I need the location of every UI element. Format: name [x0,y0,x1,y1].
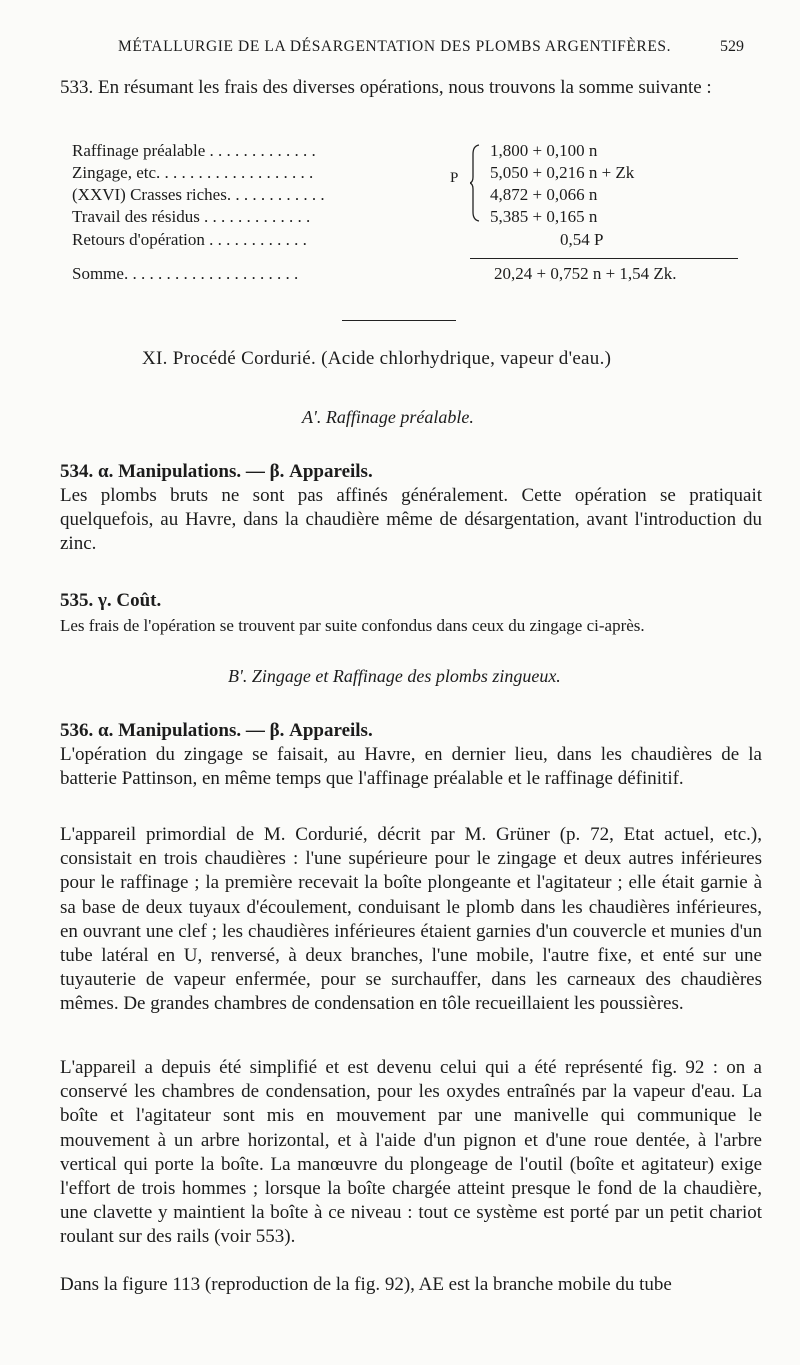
section-534-heading: 534. α. Manipulations. — β. Appareils. [60,461,373,482]
section-divider [342,320,456,321]
section-xi-title: XI. Procédé Cordurié. (Acide chlorhydrique, vapeur d'eau.) [142,348,612,369]
cost-row-value: 5,385 + 0,165 n [490,207,598,226]
cost-row-label: (XXVI) Crasses riches. . . . . . . . . . . . [72,185,325,204]
running-head: MÉTALLURGIE DE LA DÉSARGENTATION DES PLOMBS ARGENTIFÈRES. [118,38,672,55]
cost-row-label: Travail des résidus . . . . . . . . . . . . . [72,207,311,226]
section-536-heading: 536. α. Manipulations. — β. Appareils. [60,720,373,741]
section-536-para4: Dans la figure 113 (reproduction de la fig. 92), AE est la branche mobile du tube [60,1274,672,1295]
total-rule [470,258,738,259]
page-number: 529 [720,38,744,55]
cost-row-label: Raffinage préalable . . . . . . . . . . . . . [72,141,316,160]
cost-row-value: 0,54 P [560,230,604,249]
cost-row-value: 5,050 + 0,216 n + Zk [490,163,635,182]
section-533-intro: 533. En résumant les frais des diverses opérations, nous trouvons la somme suivante : [60,77,712,98]
cost-row-label: Retours d'opération . . . . . . . . . . . . [72,230,307,249]
subsection-a-title: A'. Raffinage préalable. [302,407,474,427]
section-536-para2: L'appareil primordial de M. Cordurié, décrit par M. Grüner (p. 72, Etat actuel, etc.), consistait en trois chaudières : l'une supérieure pour le zingage et deux autres inférieures pour le raffinage ; la première recevait la boîte plongeante et l'agitateur ; elle était garnie à sa base de deux tuyaux d'écoulement, conduisant le plomb dans les chaudières inférieures, en ouvrant une clef ; les chaudières inférieures étaient garnies d'un couvercle et munies d'un tube latéral en U, renversé, à deux branches, l'une mobile, l'autre fixe, et enté sur une tuyauterie de vapeur enfermée, pour se surchauffer, dans les carneaux des chaudières mêmes. De grandes chambres de condensation en tôle recueillaient les poussières. [60,824,762,1015]
subsection-b-title: B'. Zingage et Raffinage des plombs zingueux. [228,666,561,686]
brace-icon [470,144,480,222]
section-535-heading: 535. γ. Coût. [60,590,162,611]
section-534-text: Les plombs bruts ne sont pas affinés généralement. Cette opération se pratiquait quelquefois, au Havre, dans la chaudière même de désargentation, avant l'introduction du zinc. [60,485,762,555]
total-label: Somme. . . . . . . . . . . . . . . . . . . . . [72,264,299,283]
section-535-text: Les frais de l'opération se trouvent par suite confondus dans ceux du zingage ci-après. [60,616,645,635]
cost-row-value: 1,800 + 0,100 n [490,141,598,160]
cost-row-label: Zingage, etc. . . . . . . . . . . . . . . . . . . [72,163,314,182]
p-marker: P [450,170,459,186]
section-536-para3: L'appareil a depuis été simplifié et est devenu celui qui a été représenté fig. 92 : on a conservé les chambres de condensation, pour les oxydes entraînés par la vapeur d'eau. La boîte et l'agitateur sont mis en mouvement par une manivelle qui communique le mouvement à un arbre horizontal, et à l'aide d'un pignon et d'une roue dentée, à l'arbre vertical qui porte la boîte. La manœuvre du plongeage de l'outil (boîte et agitateur) exige l'effort de trois hommes ; lorsque la boîte chargée atteint presque le fond de la chaudière, une clavette y maintient la boîte à ce niveau : tout ce système est porté par un petit chariot roulant sur des rails (voir 553). [60,1057,762,1248]
total-value: 20,24 + 0,752 n + 1,54 Zk. [494,264,677,283]
cost-row-value: 4,872 + 0,066 n [490,185,598,204]
section-536-para1: L'opération du zingage se faisait, au Havre, en dernier lieu, dans les chaudières de la batterie Pattinson, en même temps que l'affinage préalable et le raffinage définitif. [60,744,762,790]
